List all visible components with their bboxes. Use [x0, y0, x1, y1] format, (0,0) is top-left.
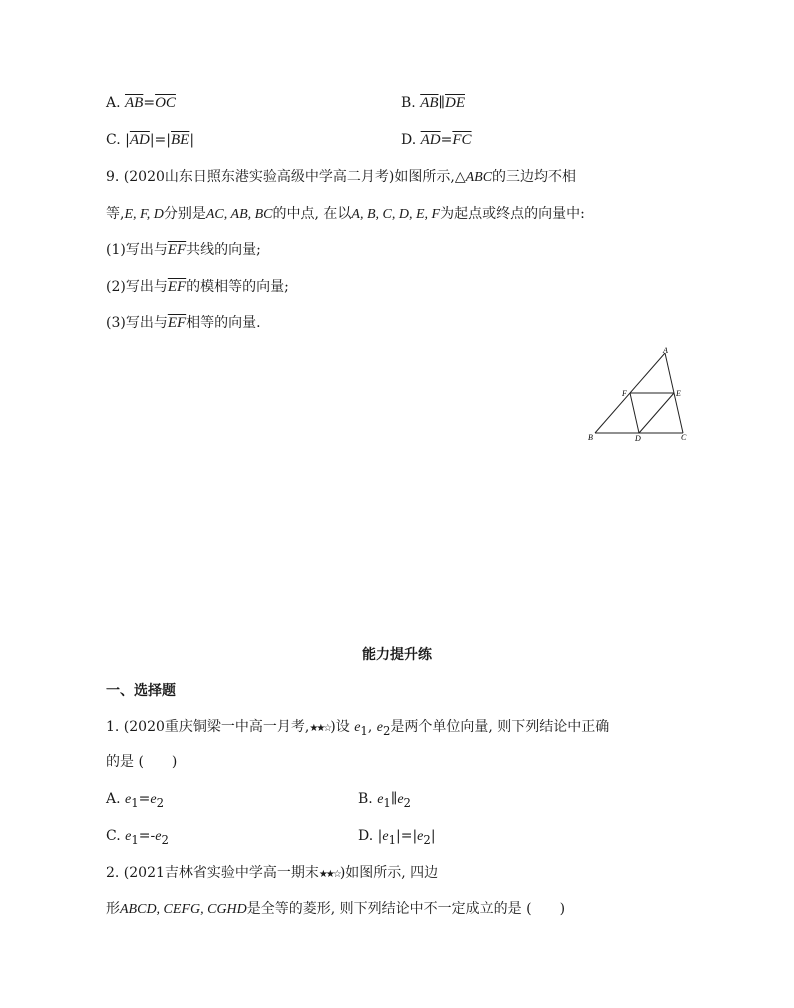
- option-b: [401, 93, 465, 113]
- abs-equals: |=|: [149, 132, 172, 148]
- vector-ef: $\overline{EF}$: [167, 279, 187, 295]
- triangle-symbol: △: [454, 169, 466, 185]
- subscript: 2: [161, 832, 169, 847]
- vector-de: $\overline{DE}$: [445, 95, 465, 111]
- subscript: 1: [383, 795, 391, 810]
- vector-e1: e: [354, 720, 361, 735]
- subscript: 1: [388, 832, 396, 847]
- sub-text: 共线的向量;: [186, 242, 261, 258]
- q9-text: 的中点, 在以: [272, 206, 352, 222]
- q2-line2: [106, 899, 565, 920]
- triangle-name: ABC: [465, 170, 493, 185]
- q1-line2: 的是 ( ): [106, 754, 178, 770]
- q1-text: )设: [330, 719, 350, 735]
- difficulty-stars-icon: ★★☆: [318, 869, 340, 880]
- subscript: 1: [131, 832, 139, 847]
- vector-ad: $\overline{AD}$: [129, 132, 150, 148]
- subscript: 2: [382, 723, 391, 738]
- label-f: F: [622, 389, 627, 398]
- q9-sub1: [106, 240, 261, 260]
- vector-e1: e: [125, 829, 132, 844]
- q1-option-c: [106, 826, 169, 850]
- subscript: 2: [403, 795, 411, 810]
- option-label: C.: [106, 132, 121, 148]
- q1-option-a: [106, 789, 164, 813]
- vector-ef: $\overline{EF}$: [167, 242, 187, 258]
- segment-de: [639, 393, 674, 433]
- q9-text: 分别是: [163, 206, 206, 222]
- vector-e1: e: [125, 792, 132, 807]
- subscript: 1: [131, 795, 139, 810]
- section-title: 能力提升练: [362, 647, 432, 663]
- sub-text: (3)写出与: [106, 315, 168, 331]
- q2-text: )如图所示, 四边: [339, 865, 439, 881]
- label-e: E: [676, 389, 681, 398]
- option-d: [401, 130, 472, 150]
- vector-e2: e: [397, 792, 404, 807]
- rhombus-names: ABCD, CEFG, CGHD: [120, 902, 247, 917]
- vector-e2: e: [155, 829, 162, 844]
- subscript: 2: [156, 795, 165, 810]
- triangle-figure: [585, 345, 695, 445]
- sub-text: (2)写出与: [106, 279, 168, 295]
- comma: ,: [367, 719, 373, 735]
- q2-text: 是全等的菱形, 则下列结论中不一定成立的是 ( ): [246, 901, 566, 917]
- q9-sub3: [106, 313, 261, 333]
- vector-e2: e: [417, 829, 424, 844]
- vector-e1: e: [377, 792, 384, 807]
- option-label: C.: [106, 828, 121, 844]
- q9-line1: [106, 167, 576, 188]
- abs-bar: |: [125, 132, 130, 148]
- label-a: A: [663, 346, 668, 355]
- option-label: A.: [106, 95, 121, 111]
- option-c: [106, 130, 194, 150]
- option-label: D.: [358, 828, 374, 844]
- segment-fd: [630, 393, 639, 433]
- equals-sign: =: [138, 791, 151, 807]
- option-a: [106, 93, 176, 113]
- equals-sign: =: [440, 132, 453, 148]
- difficulty-stars-icon: ★★☆: [309, 723, 331, 734]
- label-c: C: [681, 433, 687, 442]
- equals-sign: =: [143, 95, 156, 111]
- points-efd: E, F, D: [124, 207, 164, 222]
- label-d: D: [635, 434, 641, 443]
- equals-minus: =-: [138, 828, 156, 844]
- vector-ab: $\overline{AB}$: [420, 95, 439, 111]
- q1-option-d: [358, 826, 436, 850]
- q9-text: 的三边均不相: [492, 169, 577, 185]
- q1-option-b: [358, 789, 411, 813]
- sub-text: 相等的向量.: [186, 315, 261, 331]
- subscript: 1: [360, 723, 368, 738]
- parallel-sign: ∥: [390, 791, 398, 807]
- q2-text: 形: [106, 901, 120, 917]
- vector-fc: $\overline{FC}$: [452, 132, 472, 148]
- q9-source: 9. (2020山东日照东港实验高级中学高二月考)如图所示,: [106, 169, 455, 185]
- q9-text: 为起点或终点的向量中:: [440, 206, 585, 222]
- option-label: A.: [106, 791, 121, 807]
- vector-be: $\overline{BE}$: [171, 132, 190, 148]
- vector-ab: $\overline{AB}$: [125, 95, 144, 111]
- vector-ad: $\overline{AD}$: [420, 132, 441, 148]
- option-label: B.: [358, 791, 373, 807]
- points-all: A, B, C, D, E, F: [351, 207, 441, 222]
- abs-bar: |: [377, 828, 383, 844]
- subscript: 2: [423, 832, 431, 847]
- q1-text: 是两个单位向量, 则下列结论中正确: [390, 719, 610, 735]
- option-label: B.: [401, 95, 416, 111]
- vector-e1: e: [382, 829, 389, 844]
- q1-source: 1. (2020重庆铜梁一中高一月考,: [106, 719, 310, 735]
- sub-text: 的模相等的向量;: [186, 279, 289, 295]
- vector-oc: $\overline{OC}$: [155, 95, 176, 111]
- abs-equals: |=|: [396, 828, 418, 844]
- section-subheading: 一、选择题: [106, 683, 176, 699]
- q2-line1: [106, 863, 438, 885]
- vector-e2: e: [150, 792, 157, 807]
- q9-text: 等,: [106, 206, 125, 222]
- sides: AC, AB, BC: [205, 207, 273, 222]
- q1-line1: [106, 717, 609, 741]
- vector-ef: $\overline{EF}$: [167, 315, 187, 331]
- sub-text: (1)写出与: [106, 242, 168, 258]
- vector-e2: e: [376, 720, 383, 735]
- abs-bar: |: [430, 828, 436, 844]
- q9-sub2: [106, 277, 289, 297]
- q2-source: 2. (2021吉林省实验中学高一期末: [106, 865, 319, 881]
- q9-line2: [106, 204, 585, 225]
- parallel-sign: ∥: [438, 95, 445, 111]
- option-label: D.: [401, 132, 417, 148]
- abs-bar: |: [189, 132, 195, 148]
- label-b: B: [588, 433, 593, 442]
